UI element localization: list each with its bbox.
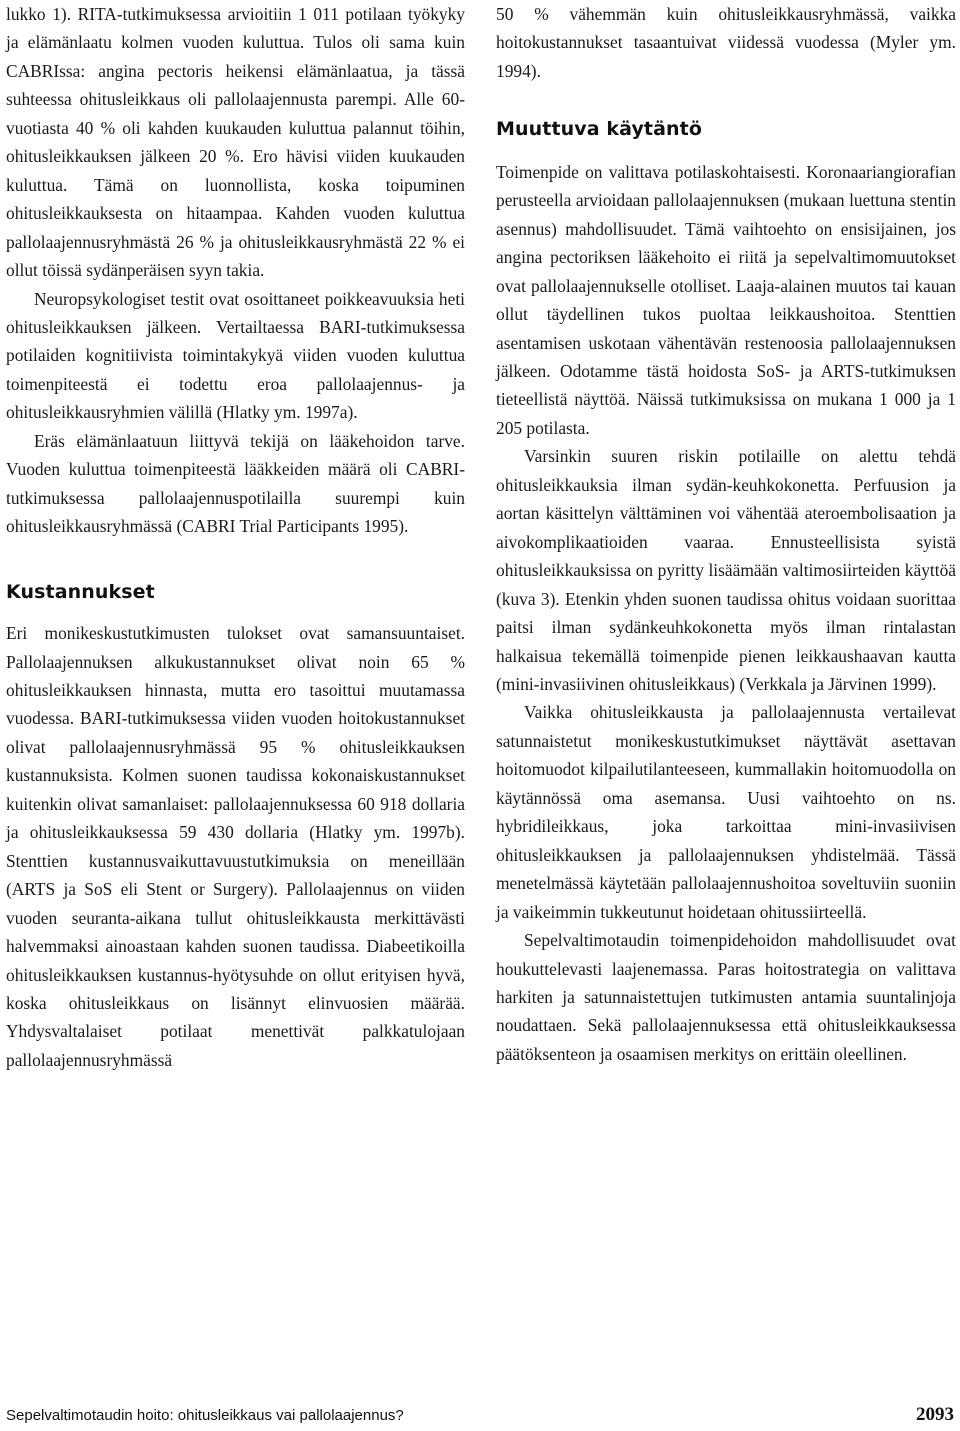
- right-paragraph-4: Vaikka ohitusleikkausta ja pallolaajennusta vertailevat satunnaistetut monikeskustutkimukset näyttävät asettavan hoitomuodot kilpailutilanteeseen, kummallakin hoitomuodolla on käytännössä oma asemansa. Uusi vaihtoehto on ns. hybridileikkaus, joka tarkoittaa mini-invasiivisen ohitusleikkauksen ja pallolaajennuksen yhdistelmää. Tässä menetelmässä käytetään pallolaajennushoitoa soveltuviin suoniin ja vaikeimmin tukkeutunut hoidetaan ohitussiirteellä.: [496, 702, 956, 922]
- right-paragraph-5: Sepelvaltimotaudin toimenpidehoidon mahdollisuudet ovat houkuttelevasti laajenemassa. Paras hoitostrategia on valittava harkiten ja satunnaistettujen tutkimusten antamia suuntalinjoja noudattaen. Sekä pallolaajennuksessa että ohitusleikkauksessa päätöksenteon ja osaamisen merkitys on erittäin oleellinen.: [496, 930, 956, 1064]
- left-paragraph-2: Neuropsykologiset testit ovat osoittaneet poikkeavuuksia heti ohitusleikkauksen jälkeen. Vertailtaessa BARI-tutkimuksessa potilaiden kognitiivista toimintakykyä viiden vuoden kuluttua toimenpiteestä ei todettu eroa pallolaajennus- ja ohitusleikkausryhmien välillä (Hlatky ym. 1997a).: [6, 288, 465, 423]
- page-footer: [6, 1404, 954, 1426]
- left-paragraph-3: Eräs elämänlaatuun liittyvä tekijä on lääkehoidon tarve. Vuoden kuluttua toimenpiteestä lääkkeiden määrä oli CABRI-tutkimuksessa pallolaajennuspotilailla suurempi kuin ohitusleikkausryhmässä (CABRI Trial Participants 1995).: [6, 430, 465, 537]
- running-title: Sepelvaltimotaudin hoito: ohitusleikkaus vai pallolaajennus?: [6, 1407, 404, 1424]
- right-paragraph-3: Varsinkin suuren riskin potilaille on alettu tehdä ohitusleikkauksia ilman sydän-keuhkokonetta. Perfuusion ja aortan käsittelyn välttäminen voi vähentää ateroembolisaation ja aivokomplikaatioiden vaaraa. Ennusteellisista syistä ohitusleikkauksissa on pyritty lisäämään valtimosiirteiden käyttöä (kuva 3). Etenkin yhden suonen taudissa ohitus voidaan suorittaa paitsi ilman sydänkeuhkokonetta myös ilman rintalastan halkaisua tekemällä toimenpide pienen leikkaushaavan kautta (mini-invasiivinen ohitusleikkaus) (Verkkala ja Järvinen 1999).: [496, 446, 956, 694]
- page-number: 2093: [916, 1404, 954, 1425]
- right-column: [496, 0, 956, 1068]
- left-paragraph-4: Eri monikeskustutkimusten tulokset ovat samansuuntaiset. Pallolaajennuksen alkukustannukset olivat noin 65 % ohitusleikkauksen hinnasta, mutta ero tasoittui muutamassa vuodessa. BARI-tutkimuksessa viiden vuoden hoitokustannukset olivat pallolaajennusryhmässä 95 % ohitusleikkauksen kustannuksista. Kolmen suonen taudissa kokonaiskustannukset kuitenkin olivat samanlaiset: pallolaajennuksessa 60 918 dollaria ja ohitusleikkauksessa 59 430 dollaria (Hlatky ym. 1997b). Stenttien kustannusvaikuttavuustutkimuksia on meneillään (ARTS ja SoS eli Stent or Surgery). Pallolaajennus on viiden vuoden seuranta-aikana tullut ohitusleikkausta merkittävästi halvemmaksi ainoastaan kahden suonen taudissa. Diabeetikoilla ohitusleikkauksen kustannus-hyötysuhde on ollut erityisen hyvä, koska ohitusleikkaus on lisännyt elinvuosien määrää. Yhdysvaltalaiset potilaat menettivät palkkatulojaan pallolaajennusryhmässä: [6, 623, 465, 1070]
- left-paragraph-1: lukko 1). RITA-tutkimuksessa arvioitiin 1 011 potilaan työkyky ja elämänlaatu kolmen vuoden kuluttua. Tulos oli sama kuin CABRIssa: angina pectoris heikensi elämänlaatua, ja tässä suhteessa ohitusleikkaus oli pallolaajennusta parempi. Alle 60-vuotiasta 40 % oli kahden kuukauden kuluttua palannut töihin, ohitusleikkauksen jälkeen 20 %. Ero hävisi viiden kuukauden kuluttua. Tämä on luonnollista, koska toipuminen ohitusleikkauksesta on hitaampaa. Kahden vuoden kuluttua pallolaajennusryhmästä 26 % ja ohitusleikkausryhmästä 22 % ei ollut töissä sydänperäisen syyn takia.: [6, 4, 465, 281]
- section-heading-kustannukset: Kustannukset: [6, 580, 155, 603]
- right-paragraph-2: Toimenpide on valittava potilaskohtaisesti. Koronaariangiorafian perusteella arvioidaan pallolaajennuksen (mukaan luettuna stentin asennus) mahdollisuudet. Tämä vaihtoehto on ensisijainen, jos angina pectoriksen lääkehoito ei riitä ja sepelvaltimomuutokset ovat pallolaajennukselle otolliset. Laaja-alainen muutos tai kauan ollut täydellinen tukos puoltaa leikkaushoitoa. Stenttien asentamisen uskotaan vähentävän restenoosia pallolaajennuksen jälkeen. Odotamme tästä hoidosta SoS- ja ARTS-tutkimuksen tieteellistä näyttöä. Näissä tutkimuksissa on mukana 1 000 ja 1 205 potilasta.: [496, 161, 956, 438]
- left-column: [6, 0, 465, 1074]
- section-heading-muuttuva-kaytanto: Muuttuva käytäntö: [496, 118, 702, 141]
- right-paragraph-1: 50 % vähemmän kuin ohitusleikkausryhmässä, vaikka hoitokustannukset tasaantuivat viidessä vuodessa (Myler ym. 1994).: [496, 4, 956, 81]
